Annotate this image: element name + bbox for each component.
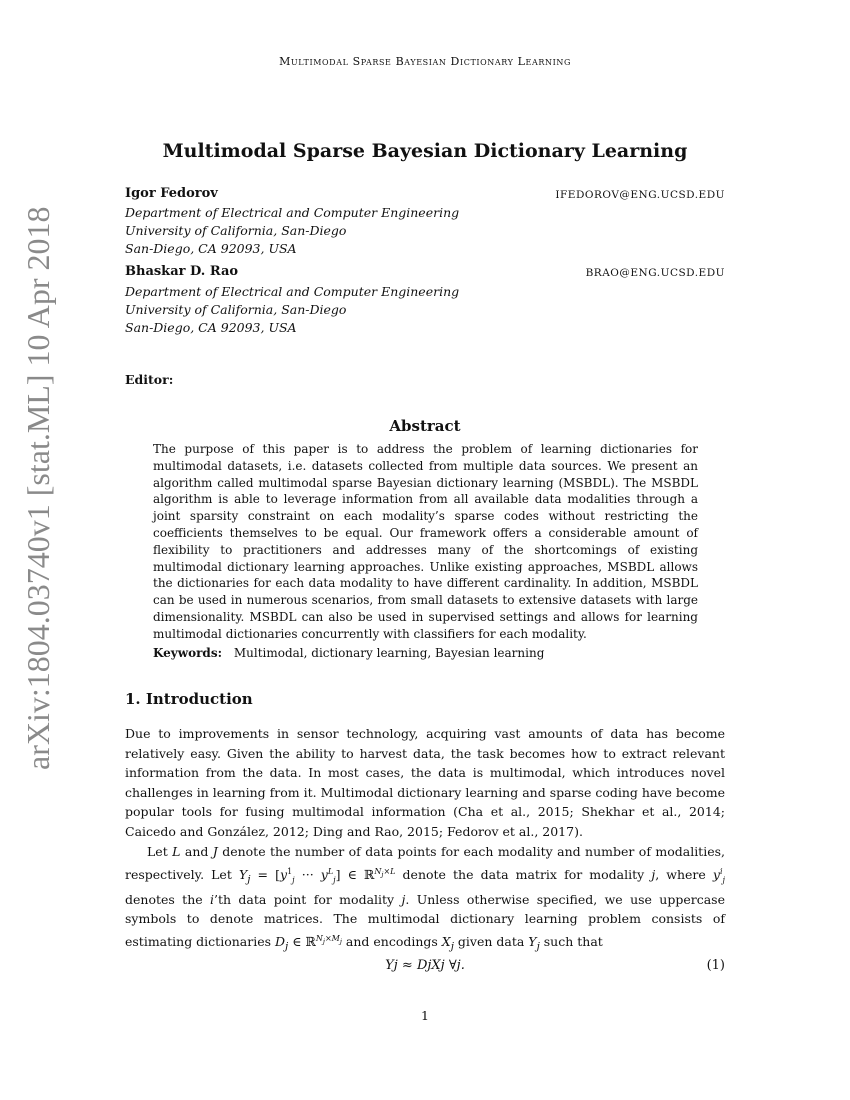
- keywords: [153, 646, 698, 660]
- math-symbol: Y: [238, 866, 248, 882]
- text-run: ] ∈ ℝ: [335, 866, 375, 882]
- abstract-text: The purpose of this paper is to address the problem of learning dictionaries for multimodal datasets, i.e. datasets collected from multiple data sources. We present an algorithm called multimodal sparse Bayesian dictionary learning (MSBDL). The MSBDL algorithm is able to leverage information from all available data modalities through a joint sparsity constraint on each modality’s sparse codes without restricting the coefficients themselves to be equal. Our framework offers a considerable amount of flexibility to practitioners and addresses many of the shortcomings of existing multimodal dictionary learning approaches. Unlike existing approaches, MSBDL allows the dictionaries for each data modality to have different cardinality. In addition, MSBDL can be used in numerous scenarios, from small datasets to extensive datasets with large dimensionality. MSBDL can also be used in supervised settings and allows for learning multimodal dictionaries concurrently with classifiers for each modality.: [153, 442, 698, 641]
- math-symbol: Y: [528, 933, 537, 949]
- text-run: denotes the: [125, 891, 211, 907]
- text-run: denote the data matrix for modality: [395, 866, 652, 882]
- math-symbol: y: [712, 866, 720, 882]
- text-run: and: [180, 844, 213, 859]
- keywords-label: Keywords:: [153, 646, 223, 660]
- affiliation-line: Department of Electrical and Computer Engineering: [125, 205, 460, 220]
- equation-number: (1): [706, 958, 725, 973]
- paper-title: Multimodal Sparse Bayesian Dictionary Learning: [162, 140, 688, 162]
- text-run: , where: [655, 866, 713, 882]
- math-symbol: X: [441, 933, 451, 949]
- text-run: . Unless otherwise specified, we use uppercase symbols to denote matrices. The multimodal dictionary learning problem consists of estimating dictionaries: [125, 891, 725, 949]
- math-symbol: D: [275, 933, 286, 949]
- text-run: given data: [453, 933, 529, 949]
- text-run: such that: [539, 933, 603, 949]
- text-run: Let: [147, 844, 173, 859]
- affiliation-line: San-Diego, CA 92093, USA: [125, 241, 297, 256]
- intro-paragraph-1: Due to improvements in sensor technology, acquiring vast amounts of data has become relatively easy. Given the ability to harvest data, the task becomes how to extract relevant information from the data. In most cases, the data is multimodal, which introduces novel challenges in learning from it. Multimodal dictionary learning and sparse coding have become popular tools for fusing multimodal information (Cha et al., 2015; Shekhar et al., 2014; Caicedo and González, 2012; Ding and Rao, 2015; Fedorov et al., 2017).: [125, 726, 725, 839]
- page-number: 1: [421, 1008, 429, 1023]
- author-name-2: Bhaskar D. Rao: [125, 264, 239, 279]
- math-symbol: J: [212, 844, 218, 859]
- text-run: = [: [250, 866, 280, 882]
- math-symbol: i: [210, 891, 215, 907]
- running-head: Multimodal Sparse Bayesian Dictionary Learning: [279, 55, 571, 68]
- affiliation-line: University of California, San-Diego: [125, 223, 347, 238]
- section-heading-introduction: 1. Introduction: [125, 690, 253, 708]
- intro-paragraph-2: Let L and J denote the number of data points for each modality and number of modalities, respectively. Let $Y_j = [y^1_j$ ··· $y^L_j$] ∈ ℝ$^{N_j\times L}$ denote the data matrix for modality j, where $y^i_j$ denotes the i’th data point for modality j. Unless otherwise specified, we use uppercase symbols to denote matrices. The multimodal dictionary learning problem consists of estimating dictionaries $D_j$ ∈ ℝ$^{N_j\times M_j}$ and encodings $X_j$ given data $Y_j$ such that: [125, 844, 725, 953]
- text-run: denote the number of data points for each modality and number of modalities, respectively. Let: [125, 844, 725, 882]
- math-symbol: j: [401, 891, 406, 907]
- math-symbol: y: [320, 866, 328, 882]
- affiliation-line: University of California, San-Diego: [125, 302, 347, 317]
- author-email-2[interactable]: BRAO@ENG.UCSD.EDU: [585, 267, 725, 279]
- arxiv-stamp: arXiv:1804.03740v1 [stat.ML] 10 Apr 2018: [20, 206, 56, 770]
- author-affiliation-1: [125, 204, 459, 258]
- math-symbol: j: [651, 866, 656, 882]
- text-run: and encodings: [341, 933, 442, 949]
- author-email-1[interactable]: IFEDOROV@ENG.UCSD.EDU: [555, 189, 725, 201]
- author-name-1: Igor Fedorov: [125, 186, 218, 201]
- text-run: ∈ ℝ: [288, 933, 316, 949]
- editor-label: Editor:: [125, 372, 174, 387]
- text-run: ’th data point for modality: [214, 891, 402, 907]
- abstract-heading: Abstract: [389, 417, 461, 435]
- math-symbol: L: [172, 844, 181, 859]
- affiliation-line: San-Diego, CA 92093, USA: [125, 320, 297, 335]
- text-run: ···: [301, 866, 314, 882]
- math-symbol: y: [280, 866, 288, 882]
- equation-1: Yj ≈ DjXj ∀j.: [385, 958, 465, 973]
- affiliation-line: Department of Electrical and Computer Engineering: [125, 284, 460, 299]
- author-affiliation-2: [125, 283, 459, 337]
- keywords-text: Multimodal, dictionary learning, Bayesian learning: [233, 646, 545, 660]
